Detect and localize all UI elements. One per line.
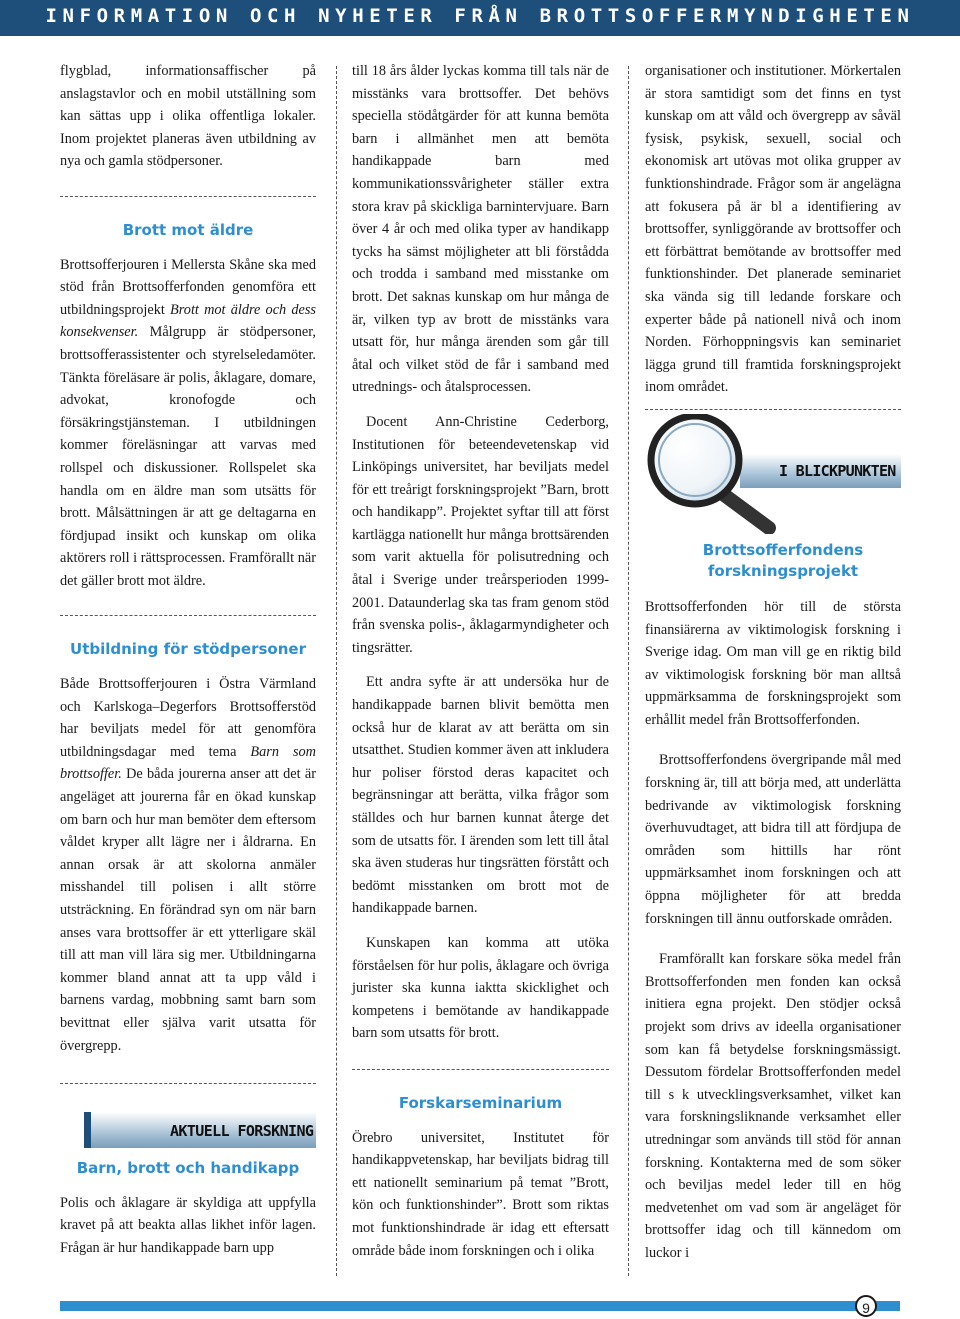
col2-paragraph-1: till 18 års ålder lyckas komma till tals när de misstänks vara brottsoffer. Det behövs speciella stödåtgärder för att kunna bemöta barn i allmänhet men att bemöta handikappade barn med kommunikationssvårigheter ställer extra stora krav på skickliga barnintervjuare. Barn över 4 år och med olika typer av handikapp tycks ha sämst möjligheter att bli förstådda och trodda i samband med misstanke om brott. Det saknas kunskap om hur många de är, vilken typ av brott de misstänks vara utsatt för, hur många ärenden som går till åtal och vilket stöd de får i samband med utrednings- och åtalsprocessen.: [352, 63, 609, 396]
col3-paragraph-4: Framförallt kan forskare söka medel från Brottsofferfonden men fonden kan också initiera egna projekt. Den stödjer också projekt som drivs av ideella organisationer som kan få betydelse forskningsmässigt. Dessutom fördelar Brottsofferfonden medel till s k utvecklingsverksamhet, vilket kan vara forskningsliknande verksamhet eller utredningar som används till stöd för annan forskning. Kontakterna med de som söker och beviljas medel leder till en hög medvetenhet om vad som är angeläget för brottsoffer idag och till kännedom om luckor i: [645, 951, 901, 1261]
column-2: [352, 60, 609, 1262]
section-divider: [60, 1083, 316, 1084]
blickpunkten-badge: [645, 414, 901, 534]
section-heading-brott-mot-aldre: Brott mot äldre: [122, 220, 254, 239]
barn-brott-handikapp-paragraph: Polis och åklagare är skyldiga att uppfylla kravet på att beakta allas likhet inför lagen. Frågan är hur handikappade barn upp: [60, 1194, 316, 1256]
badge-label: AKTUELL FORSKNING: [170, 1122, 314, 1141]
page-number: 9: [855, 1295, 877, 1317]
aktuell-forskning-badge: [60, 1112, 316, 1152]
col3-paragraph-3: Brottsofferfondens övergripande mål med forskning är, till att börja med, att underlätta bedrivande av viktimologisk forskning överhuvudtaget, att bidra till att fördjupa de områden som hittills har rönt uppmärksamhet inom forskningen och att öppna möjligheter för att bredda forskningen till ännu outforskade områden.: [645, 752, 901, 927]
section-heading-utbildning: Utbildning för stödpersoner: [70, 640, 306, 659]
paragraph-text: De båda jourerna anser att det är angeläget att jourerna får en ökad kunskap om barn och hur man bemöter dem eftersom våldet kryper allt lägre ner i åldrarna. En annan orsak är att skolorna anmäler misshandel till polisen i allt större utsträckning. En förändrad syn om när barn anses vara brottsoffer är ett ytterligare skäl till att man vill lära sig mer. Utbildningarna kommer bland annat att ta upp våld i barnens vardag, mobbning samt barn som bevittnat eller själva varit utsatta för övergrepp.: [60, 766, 316, 1054]
brott-mot-aldre-paragraph: [60, 254, 316, 593]
section-divider: [60, 196, 316, 197]
section-divider: [352, 1069, 609, 1070]
utbildning-paragraph: [60, 673, 316, 1057]
col2-paragraph-5: Örebro universitet, Institutet för handikappvetenskap, har beviljats bidrag till ett nationellt seminarium på temat ”Brott, kön och funktionshinder”. Brott som riktas mot funktionshindrade är idag ett eftersatt område både inom forskningen och i olika: [352, 1129, 609, 1259]
paragraph-text: Både Brottsofferjouren i Östra Värmland och Karlskoga–Degerfors Brottsofferstöd har beviljats medel för att genomföra utbildningsdagar med tema: [60, 676, 316, 760]
col1-intro-paragraph: flygblad, informationsaffischer på anslagstavlor och en mobil utställning som kan sättas upp i olika offentliga lokaler. Inom projektet planeras även utbildning av nya och gamla stödpersoner.: [60, 63, 316, 170]
badge-label: I BLICKPUNKTEN: [779, 461, 896, 480]
section-heading-forskningsprojekt: [645, 540, 901, 582]
badge-accent: [84, 1112, 91, 1148]
paragraph-text: Brottsofferjouren i Mellersta Skåne ska med stöd från Brottsofferfonden genomföra ett utbildningsprojekt: [60, 256, 316, 318]
paragraph-text: Målgrupp är stödpersoner, brottsofferassistenter och styrelseledamöter. Tänkta föreläsare är polis, åklagare, domare, advokat, kronofogde och försäkringstjänsteman. I utbildningen kommer föreläsningar att varvas med rollspel och diskussioner. Rollspelet ska handla om en äldre man som utsätts för brott. Målsättningen är att ge deltagarna en fördjupad insikt och kunskap om olika aktörers roll i rättsprocessen. Framförallt när det gäller brott mot äldre.: [60, 324, 316, 589]
section-heading-barn-brott-handikapp: Barn, brott och handikapp: [76, 1159, 300, 1178]
header-bar: [0, 0, 960, 36]
section-divider: [645, 409, 901, 410]
project-title-italic: Brott mot äldre och dess konsekvenser.: [60, 301, 316, 341]
column-divider: [628, 66, 629, 1276]
heading-line-1: Brottsofferfondens: [702, 540, 864, 559]
section-heading-forskarseminarium: Forskarseminarium: [398, 1093, 563, 1112]
col3-paragraph-1: organisationer och institutioner. Mörkertalen är stora samtidigt som det finns en tyst kunskap om att våld och övergrepp av såväl fysisk, psykisk, sexuell, social och ekonomisk art utövas mot olika grupper av funktionshindrade. Frågor som är angelägna att fokusera på är bl a identifiering av brottsoffer, synliggörande av brottsoffer och ett förbättrat bemötande av brottsoffer med funktionshinder. Det planerade seminariet ska vända sig till ledande forskare och experter både på nationell nivå och inom Norden. Förhoppningsvis kan seminariet lägga grund till framtida forskningsprojekt inom området.: [645, 63, 901, 396]
section-divider: [60, 615, 316, 616]
column-1: [60, 60, 316, 1260]
header-title: INFORMATION OCH NYHETER FRÅN BROTTSOFFERMYNDIGHETEN: [45, 5, 915, 27]
theme-title-italic: Barn som brottsoffer.: [60, 743, 316, 783]
col2-paragraph-4: Kunskapen kan komma att utöka förståelsen för hur polis, åklagare och övriga jurister ska kunna iaktta skicklighet och kompetens i bemötande av handikappade barn som utsatts för brott.: [352, 934, 609, 1042]
column-divider: [336, 66, 337, 1276]
col2-paragraph-3: Ett andra syfte är att undersöka hur de handikappade barnen blivit bemötta men också hur de klarat av att berätta om sin utsatthet. Studien kommer även att inkludera hur poliser förstod deras kapacitet och begränsningar att berätta, vilka frågor som ställdes och hur barnen kunnat återge det som de utsatts för. I ärenden som lett till åtal ska även studeras hur tingsrätten förstått och bedömt misstanken om brott mot de handikappade barnen.: [352, 674, 609, 917]
col2-paragraph-2: Docent Ann-Christine Cederborg, Institutionen för beteendevetenskap vid Linköpings universitet, har beviljats medel för ett treårigt forskningsprojekt ”Barn, brott och handikapp”. Projektet syftar till att först kartlägga nationellt hur många brottsärenden som varit aktuella för polisutredning och åtal i Sverige under treårsperioden 1999-2001. Dataunderlag ska tas fram genom stöd från svenska polis-, åklagarmyndigheter och tingsrätter.: [352, 413, 609, 656]
column-3: [645, 60, 901, 1265]
col3-paragraph-2: Brottsofferfonden hör till de största finansiärerna av viktimologisk forskning i Sverige idag. Om man vill ge en riktig bild av viktimologisk forskning bör man alltså uppmärksamma de forskningsprojekt som erhållit medel från Brottsofferfonden.: [645, 598, 901, 728]
heading-line-2: forskningsprojekt: [707, 561, 859, 580]
footer-bar: [60, 1301, 900, 1311]
